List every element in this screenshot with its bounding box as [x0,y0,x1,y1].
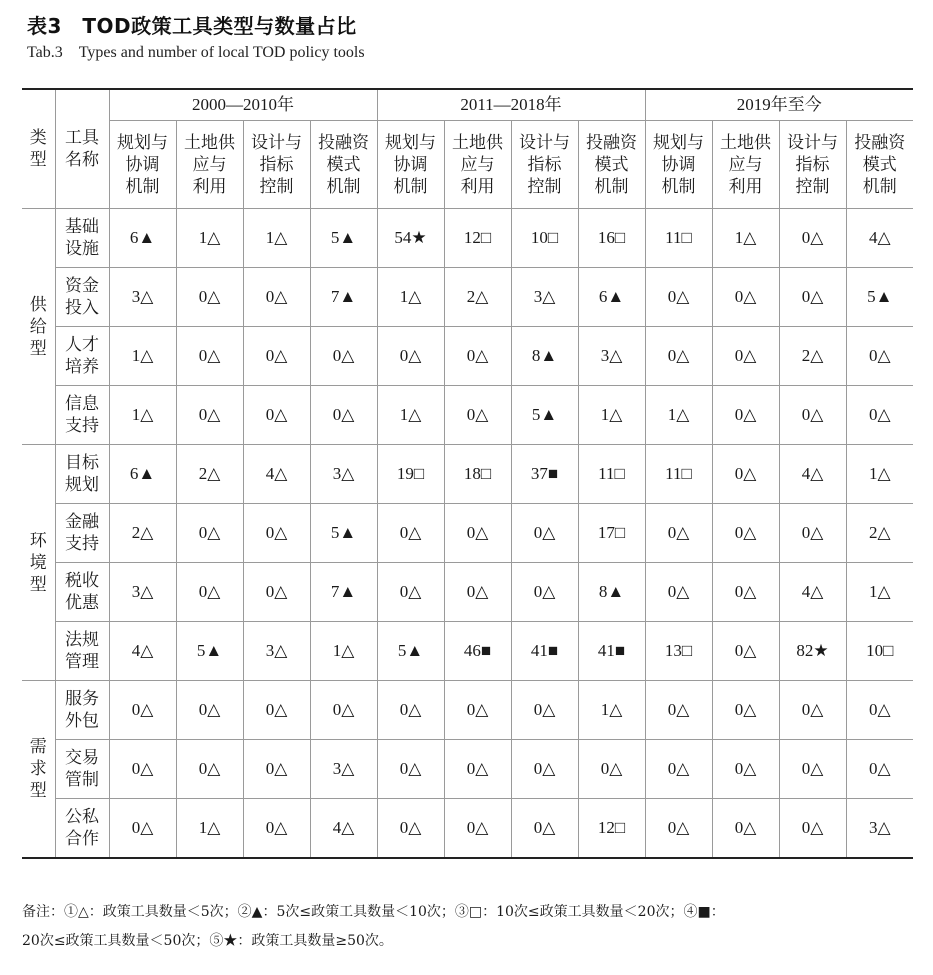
count-cell: 0△ [846,386,913,445]
table-row [22,681,913,740]
count-cell: 0△ [176,386,243,445]
count-cell: 0△ [779,504,846,563]
count-cell: 0△ [645,799,712,859]
period-header: 2000—2010年 [109,89,377,121]
count-cell: 4△ [846,209,913,268]
count-cell: 0△ [109,681,176,740]
count-cell: 0△ [645,268,712,327]
subcolumn-header: 投融资 模式 机制 [310,121,377,209]
count-cell: 0△ [243,799,310,859]
subcolumn-header: 规划与 协调 机制 [109,121,176,209]
count-cell: 0△ [176,504,243,563]
count-cell: 11□ [645,445,712,504]
count-cell: 3△ [846,799,913,859]
count-cell: 0△ [377,740,444,799]
count-cell: 41■ [511,622,578,681]
count-cell: 0△ [176,268,243,327]
count-cell: 1△ [578,681,645,740]
count-cell: 1△ [377,268,444,327]
subcolumn-header: 设计与 指标 控制 [511,121,578,209]
count-cell: 0△ [578,740,645,799]
count-cell: 0△ [444,799,511,859]
count-cell: 82★ [779,622,846,681]
table-row [22,622,913,681]
subcolumn-header: 设计与 指标 控制 [243,121,310,209]
subcolumn-header: 规划与 协调 机制 [377,121,444,209]
count-cell: 11□ [578,445,645,504]
count-cell: 0△ [779,386,846,445]
count-cell: 0△ [377,799,444,859]
count-cell: 5▲ [377,622,444,681]
count-cell: 0△ [243,327,310,386]
tool-name-cell: 金融 支持 [55,504,109,563]
table-title: 表3 TOD政策工具类型与数量占比 [27,14,357,38]
count-cell: 18□ [444,445,511,504]
count-cell: 3△ [511,268,578,327]
count-cell: 1△ [243,209,310,268]
count-cell: 3△ [310,740,377,799]
count-cell: 0△ [176,740,243,799]
count-cell: 0△ [779,209,846,268]
footnote-line-2: 20次≤政策工具数量＜50次；⑤★：政策工具数量≥50次。 [22,933,393,949]
table-row [22,740,913,799]
count-cell: 1△ [109,386,176,445]
count-cell: 54★ [377,209,444,268]
count-cell: 0△ [444,504,511,563]
count-cell: 1△ [377,386,444,445]
count-cell: 10□ [846,622,913,681]
header-type: 类 型 [22,89,55,209]
count-cell: 0△ [243,740,310,799]
count-cell: 12□ [578,799,645,859]
count-cell: 1△ [109,327,176,386]
count-cell: 1△ [578,386,645,445]
tool-name-cell: 法规 管理 [55,622,109,681]
table-row [22,386,913,445]
count-cell: 8▲ [578,563,645,622]
count-cell: 1△ [846,445,913,504]
tool-name-cell: 税收 优惠 [55,563,109,622]
count-cell: 0△ [377,681,444,740]
table-row [22,209,913,268]
count-cell: 5▲ [310,209,377,268]
subcolumn-header: 土地供 应与 利用 [176,121,243,209]
count-cell: 4△ [779,563,846,622]
count-cell: 0△ [712,504,779,563]
count-cell: 3△ [109,268,176,327]
count-cell: 0△ [310,327,377,386]
count-cell: 0△ [712,681,779,740]
table-row [22,563,913,622]
count-cell: 0△ [712,445,779,504]
count-cell: 0△ [511,681,578,740]
count-cell: 37■ [511,445,578,504]
count-cell: 0△ [846,740,913,799]
tool-name-cell: 交易 管制 [55,740,109,799]
count-cell: 7▲ [310,563,377,622]
subcolumn-header: 投融资 模式 机制 [846,121,913,209]
count-cell: 2△ [444,268,511,327]
count-cell: 3△ [243,622,310,681]
count-cell: 6▲ [109,445,176,504]
count-cell: 1△ [846,563,913,622]
count-cell: 0△ [511,504,578,563]
count-cell: 0△ [310,386,377,445]
count-cell: 0△ [377,327,444,386]
count-cell: 0△ [712,799,779,859]
count-cell: 7▲ [310,268,377,327]
category-cell: 环 境 型 [22,445,55,681]
count-cell: 0△ [176,681,243,740]
count-cell: 2△ [779,327,846,386]
table-row [22,445,913,504]
subcolumn-header: 投融资 模式 机制 [578,121,645,209]
count-cell: 10□ [511,209,578,268]
count-cell: 0△ [779,681,846,740]
count-cell: 4△ [310,799,377,859]
count-cell: 0△ [444,327,511,386]
subcolumn-header: 土地供 应与 利用 [444,121,511,209]
count-cell: 0△ [712,622,779,681]
count-cell: 0△ [511,799,578,859]
subcolumn-header: 规划与 协调 机制 [645,121,712,209]
table-row [22,799,913,859]
count-cell: 0△ [444,563,511,622]
period-header: 2019年至今 [645,89,913,121]
count-cell: 0△ [712,563,779,622]
count-cell: 1△ [176,799,243,859]
count-cell: 1△ [712,209,779,268]
count-cell: 11□ [645,209,712,268]
count-cell: 0△ [846,327,913,386]
table-row [22,327,913,386]
count-cell: 6▲ [578,268,645,327]
count-cell: 0△ [243,563,310,622]
tool-name-cell: 人才 培养 [55,327,109,386]
count-cell: 1△ [176,209,243,268]
count-cell: 0△ [511,563,578,622]
period-header: 2011—2018年 [377,89,645,121]
count-cell: 0△ [243,268,310,327]
subcolumn-header: 设计与 指标 控制 [779,121,846,209]
category-cell: 供 给 型 [22,209,55,445]
count-cell: 5▲ [511,386,578,445]
count-cell: 0△ [712,386,779,445]
count-cell: 0△ [779,268,846,327]
count-cell: 0△ [712,268,779,327]
count-cell: 0△ [243,386,310,445]
count-cell: 2△ [109,504,176,563]
table-title-english: Tab.3 Types and number of local TOD policy tools [27,44,365,61]
tool-name-cell: 公私 合作 [55,799,109,859]
count-cell: 0△ [243,681,310,740]
count-cell: 8▲ [511,327,578,386]
count-cell: 5▲ [310,504,377,563]
count-cell: 6▲ [109,209,176,268]
footnote-line-1: 备注：①△：政策工具数量＜5次；②▲：5次≤政策工具数量＜10次；③□：10次≤政策工具数量＜20次；④■： [22,904,725,920]
count-cell: 0△ [444,386,511,445]
table-row [22,504,913,563]
count-cell: 41■ [578,622,645,681]
count-cell: 0△ [645,681,712,740]
category-cell: 需 求 型 [22,681,55,859]
tool-name-cell: 资金 投入 [55,268,109,327]
table-row [22,268,913,327]
header-tool-name: 工具 名称 [55,89,109,209]
count-cell: 0△ [377,504,444,563]
count-cell: 2△ [176,445,243,504]
count-cell: 0△ [846,681,913,740]
count-cell: 1△ [310,622,377,681]
count-cell: 0△ [377,563,444,622]
count-cell: 1△ [645,386,712,445]
subcolumn-header: 土地供 应与 利用 [712,121,779,209]
count-cell: 0△ [712,327,779,386]
count-cell: 46■ [444,622,511,681]
count-cell: 19□ [377,445,444,504]
count-cell: 0△ [779,799,846,859]
count-cell: 0△ [444,740,511,799]
count-cell: 16□ [578,209,645,268]
count-cell: 3△ [310,445,377,504]
table-footnote [22,898,922,956]
count-cell: 0△ [176,563,243,622]
count-cell: 12□ [444,209,511,268]
count-cell: 0△ [444,681,511,740]
count-cell: 0△ [310,681,377,740]
tool-name-cell: 信息 支持 [55,386,109,445]
count-cell: 0△ [712,740,779,799]
count-cell: 0△ [779,740,846,799]
tool-name-cell: 基础 设施 [55,209,109,268]
count-cell: 5▲ [846,268,913,327]
count-cell: 3△ [109,563,176,622]
count-cell: 0△ [645,740,712,799]
count-cell: 0△ [243,504,310,563]
count-cell: 0△ [176,327,243,386]
count-cell: 17□ [578,504,645,563]
policy-tool-table [22,88,913,859]
count-cell: 0△ [645,504,712,563]
tool-name-cell: 服务 外包 [55,681,109,740]
count-cell: 0△ [511,740,578,799]
count-cell: 13□ [645,622,712,681]
count-cell: 0△ [109,740,176,799]
count-cell: 0△ [645,327,712,386]
count-cell: 0△ [645,563,712,622]
count-cell: 0△ [109,799,176,859]
count-cell: 4△ [243,445,310,504]
tool-name-cell: 目标 规划 [55,445,109,504]
count-cell: 5▲ [176,622,243,681]
count-cell: 4△ [779,445,846,504]
count-cell: 4△ [109,622,176,681]
count-cell: 3△ [578,327,645,386]
count-cell: 2△ [846,504,913,563]
